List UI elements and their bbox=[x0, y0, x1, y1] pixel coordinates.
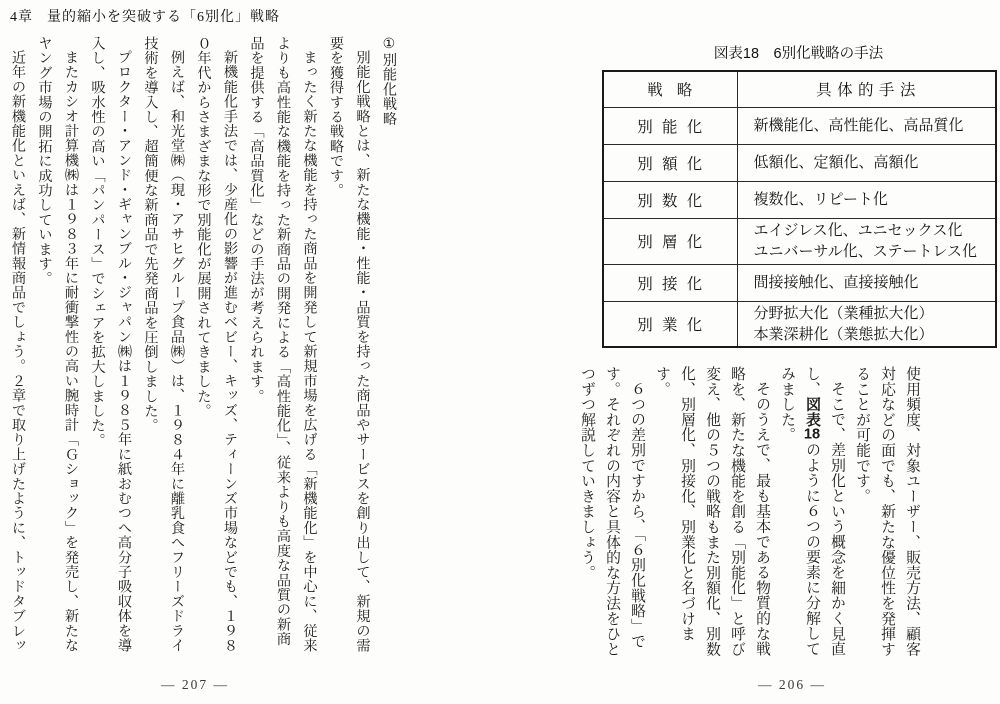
cell-methods bbox=[737, 107, 996, 144]
right-page-paragraph-3 bbox=[649, 366, 774, 664]
left-page-text-segment: 別能化戦略とは、新たな機能・性能・品質を持った商品やサービスを創り出して、新規の需要を獲得する戦略です。 bbox=[328, 36, 371, 653]
left-page-paragraph-6 bbox=[31, 36, 84, 660]
right-page-text-segment: のように６つの要素に分解してみました。 bbox=[779, 366, 820, 657]
figure-caption: 図表18 6別化戦略の手法 bbox=[713, 46, 884, 62]
methods-line: 複数化、リピート化 bbox=[753, 191, 888, 208]
left-page-text-segment: またカシオ計算機㈱は１９８３年に耐衝撃性の高い腕時計「Ｇショック」を発売し、新たなヤング市場の開拓に成功しています。 bbox=[36, 36, 79, 653]
left-page-paragraph-4 bbox=[137, 36, 190, 660]
cell-strategy: 別数化 bbox=[603, 181, 737, 218]
methods-line: 分野拡大化（業種拡大化） bbox=[753, 304, 934, 322]
methods-line: ユニバーサル化、ステートレス化 bbox=[753, 243, 978, 260]
table-row-別数化 bbox=[603, 181, 996, 218]
left-page-text-segment: 新機能化手法では、少産化の影響が進むベビー、キッズ、ティーンズ市場などでも、１９８０年代からさまざまな形で別能化が展開されてきました。 bbox=[195, 36, 238, 653]
section-heading-mark: ① bbox=[381, 36, 397, 53]
page-number-right: — 206 — bbox=[758, 677, 826, 692]
left-page-text-segment: まったく新たな機能を持った商品を開発して新規市場を広げる「新機能化」を中心に、従来よりも高性能な機能を持った新商品の開発による「高性能化」、従来よりも高度な品質の新商品を提供する「高品質化」などの手法が考えられます。 bbox=[248, 36, 318, 653]
running-header bbox=[10, 6, 280, 26]
table-header-strategy: 戦略 bbox=[603, 71, 737, 107]
right-page-text-segment: そこで、差別化という概念を細かく見直し、 bbox=[804, 366, 845, 657]
right-page-text-segment: 18 bbox=[803, 427, 821, 443]
figure-table bbox=[602, 70, 997, 348]
section-heading-text: 別能化戦略 bbox=[381, 52, 397, 126]
left-page-paragraph-7 bbox=[5, 36, 32, 660]
methods-line: 新機能化、高性能化、高品質化 bbox=[753, 117, 964, 134]
left-page-text-segment: プロクター・アンド・ギャンブル・ジャパン㈱は１９８５年に紙おむつへ高分子吸収体を導入し、吸水性の高い「パンパース」でシェアを拡大しました。 bbox=[89, 36, 132, 653]
left-page-text-segment: 例えば、和光堂㈱（現・アサヒグループ食品㈱）は、１９８４年に離乳食へフリーズドライ技術を導入し、超簡便な新商品で先発商品を圧倒しました。 bbox=[142, 36, 185, 653]
left-page-paragraph-5 bbox=[84, 36, 137, 660]
cell-methods bbox=[737, 218, 996, 264]
cell-methods bbox=[737, 264, 996, 301]
cell-strategy: 別層化 bbox=[603, 218, 737, 264]
right-page-paragraph-4 bbox=[574, 366, 649, 664]
left-page-body bbox=[2, 36, 402, 660]
left-page-paragraph-1 bbox=[323, 36, 376, 660]
table-header-row bbox=[603, 71, 996, 107]
cell-methods bbox=[737, 144, 996, 181]
left-page-text-segment: 近年の新機能化といえば、新情報商品でしょう。２章で取り上げたように、トッドタブレッ bbox=[10, 50, 26, 653]
right-page-text-segment: ６つの差別ですから、「６別化戦略」です。それぞれの内容と具体的な方法をひとつずつ解説していきましょう。 bbox=[579, 366, 645, 657]
right-page-text-segment: そのうえで、最も基本である物質的な戦略を、新たな機能を創る「別能化」と呼び変え、他の５つの戦略もまた別額化、別数化、別層化、別接化、別業化と名づけます。 bbox=[654, 366, 770, 657]
right-page-text-segment: 使用頻度、対象ユーザー、販売方法、顧客対応などの面でも、新たな優位性を発揮することが可能です。 bbox=[854, 366, 920, 657]
table-row-別能化 bbox=[603, 107, 996, 144]
cell-methods bbox=[737, 181, 996, 218]
methods-line: 低額化、定額化、高額化 bbox=[753, 154, 919, 171]
table-header-methods: 具体的手法 bbox=[737, 71, 996, 107]
table-row-別業化 bbox=[603, 301, 996, 347]
right-page-text-segment: 図表 bbox=[804, 396, 820, 428]
methods-line: 本業深耕化（業態拡大化） bbox=[753, 325, 934, 343]
cell-strategy: 別接化 bbox=[603, 264, 737, 301]
table-row-別接化 bbox=[603, 264, 996, 301]
methods-line: 間接接触化、直接接触化 bbox=[753, 274, 919, 291]
left-page-paragraph-3 bbox=[190, 36, 243, 660]
cell-strategy: 別業化 bbox=[603, 301, 737, 347]
page-number-left: — 207 — bbox=[161, 677, 229, 692]
right-page-body bbox=[572, 366, 924, 664]
chapter-number: 4章 bbox=[10, 10, 33, 25]
cell-strategy: 別額化 bbox=[603, 144, 737, 181]
left-page-paragraph-2 bbox=[243, 36, 323, 660]
chapter-title: 量的縮小を突破する「6別化」戦略 bbox=[47, 10, 280, 25]
right-page-paragraph-1 bbox=[849, 366, 924, 664]
cell-methods bbox=[737, 301, 996, 347]
right-page-paragraph-2 bbox=[774, 366, 849, 664]
methods-line: エイジレス化、ユニセックス化 bbox=[753, 222, 963, 239]
table-row-別層化 bbox=[603, 218, 996, 264]
table-row-別額化 bbox=[603, 144, 996, 181]
section-heading bbox=[376, 36, 403, 660]
cell-strategy: 別能化 bbox=[603, 107, 737, 144]
